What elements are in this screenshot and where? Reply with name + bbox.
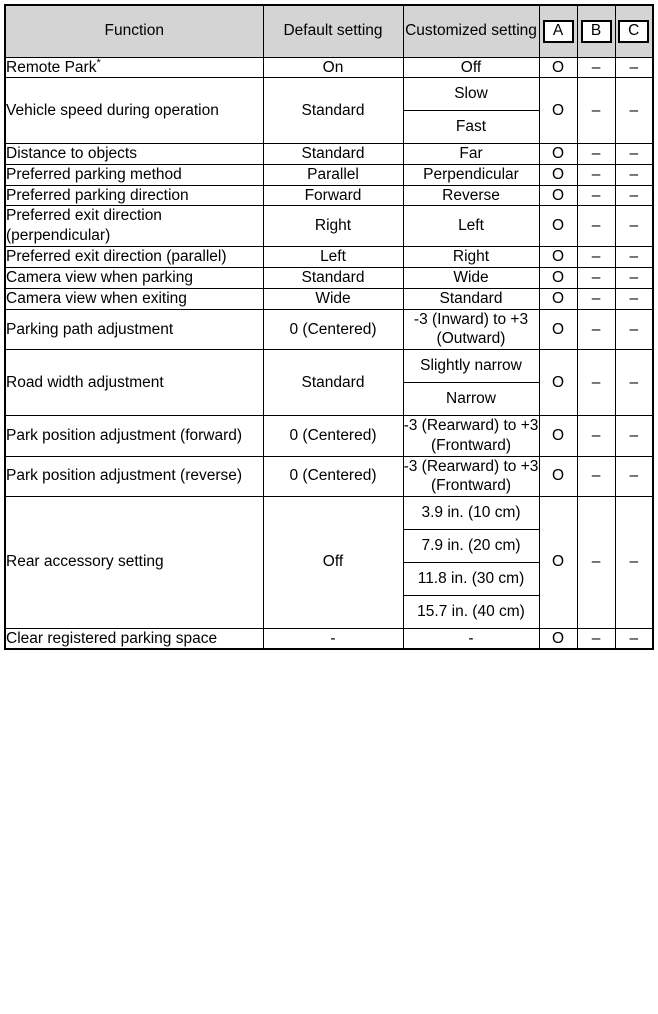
cell-mark-a: O: [539, 628, 577, 649]
function-label: Camera view when parking: [6, 268, 193, 286]
cell-function-name: [5, 288, 263, 309]
table-row: [5, 164, 653, 185]
table-row: [5, 309, 653, 350]
customized-option: 7.9 in. (20 cm): [404, 530, 539, 563]
cell-mark-b: –: [577, 309, 615, 350]
cell-mark-a: O: [539, 497, 577, 628]
cell-default-setting: 0 (Centered): [263, 415, 403, 456]
cell-function-name: [5, 206, 263, 247]
cell-function-name: [5, 164, 263, 185]
cell-mark-c: –: [615, 185, 653, 206]
cell-customized-setting: -: [403, 628, 539, 649]
function-label: Rear accessory setting: [6, 553, 164, 571]
cell-default-setting: Left: [263, 247, 403, 268]
table-row: [5, 78, 653, 144]
label-box-a: A: [543, 20, 574, 43]
function-label: Clear registered parking space: [6, 629, 218, 647]
cell-mark-c: –: [615, 288, 653, 309]
cell-function-name: [5, 350, 263, 416]
cell-mark-a: O: [539, 456, 577, 497]
cell-mark-c: –: [615, 456, 653, 497]
cell-function-name: [5, 309, 263, 350]
cell-mark-c: –: [615, 206, 653, 247]
cell-customized-setting: Far: [403, 143, 539, 164]
table-row: [5, 288, 653, 309]
cell-mark-b: –: [577, 247, 615, 268]
customized-option: 3.9 in. (10 cm): [404, 497, 539, 530]
label-box-c: C: [618, 20, 649, 43]
table-row: [5, 497, 653, 628]
customized-option: Slightly narrow: [404, 350, 539, 383]
cell-function-name: [5, 628, 263, 649]
table-body: [5, 57, 653, 649]
cell-mark-a: O: [539, 267, 577, 288]
cell-mark-a: O: [539, 415, 577, 456]
customizable-settings-table: [4, 4, 654, 650]
cell-mark-b: –: [577, 267, 615, 288]
cell-function-name: [5, 456, 263, 497]
cell-mark-a: O: [539, 57, 577, 78]
cell-default-setting: 0 (Centered): [263, 309, 403, 350]
cell-mark-a: O: [539, 78, 577, 144]
column-header-default-setting: Default setting: [263, 5, 403, 57]
cell-customized-setting: [403, 78, 539, 144]
cell-default-setting: Right: [263, 206, 403, 247]
column-header-function: Function: [5, 5, 263, 57]
table-row: [5, 247, 653, 268]
table-row: [5, 415, 653, 456]
cell-mark-c: –: [615, 628, 653, 649]
cell-default-setting: Parallel: [263, 164, 403, 185]
cell-mark-c: –: [615, 309, 653, 350]
table-row: [5, 57, 653, 78]
cell-mark-b: –: [577, 350, 615, 416]
table-header: [5, 5, 653, 57]
cell-customized-setting: Off: [403, 57, 539, 78]
table-row: [5, 350, 653, 416]
cell-function-name: [5, 143, 263, 164]
function-label: Park position adjustment (forward): [6, 426, 243, 444]
cell-mark-b: –: [577, 456, 615, 497]
cell-mark-a: O: [539, 206, 577, 247]
cell-mark-c: –: [615, 415, 653, 456]
cell-customized-setting: Right: [403, 247, 539, 268]
column-header-b: [577, 5, 615, 57]
function-label: Park position adjustment (reverse): [6, 467, 243, 485]
label-box-b: B: [581, 20, 612, 43]
table-row: [5, 185, 653, 206]
customized-option: 11.8 in. (30 cm): [404, 563, 539, 596]
cell-mark-a: O: [539, 288, 577, 309]
cell-customized-setting: -3 (Inward) to +3 (Outward): [403, 309, 539, 350]
cell-mark-b: –: [577, 57, 615, 78]
cell-mark-a: O: [539, 143, 577, 164]
cell-mark-a: O: [539, 309, 577, 350]
function-label: Camera view when exiting: [6, 289, 187, 307]
cell-function-name: [5, 57, 263, 78]
customized-option: Narrow: [446, 390, 496, 408]
function-label: Preferred exit direction (perpendicular): [6, 207, 162, 245]
function-label: Preferred parking direction: [6, 186, 189, 204]
column-header-customized-setting: Customized setting: [403, 5, 539, 57]
cell-mark-b: –: [577, 497, 615, 628]
function-label: Road width adjustment: [6, 373, 164, 391]
cell-customized-setting: Reverse: [403, 185, 539, 206]
cell-mark-b: –: [577, 415, 615, 456]
cell-default-setting: Forward: [263, 185, 403, 206]
cell-default-setting: Standard: [263, 143, 403, 164]
cell-function-name: [5, 78, 263, 144]
cell-function-name: [5, 497, 263, 628]
cell-customized-setting: Left: [403, 206, 539, 247]
function-label: Vehicle speed during operation: [6, 101, 219, 119]
cell-default-setting: Wide: [263, 288, 403, 309]
cell-mark-a: O: [539, 350, 577, 416]
cell-mark-a: O: [539, 247, 577, 268]
cell-customized-setting: Perpendicular: [403, 164, 539, 185]
function-label: Preferred exit direction (parallel): [6, 248, 227, 266]
cell-customized-setting: Wide: [403, 267, 539, 288]
table-row: [5, 143, 653, 164]
customized-option: Slow: [404, 78, 539, 111]
cell-function-name: [5, 185, 263, 206]
function-label: Parking path adjustment: [6, 320, 174, 338]
cell-mark-c: –: [615, 78, 653, 144]
cell-mark-c: –: [615, 497, 653, 628]
cell-function-name: [5, 267, 263, 288]
cell-mark-b: –: [577, 78, 615, 144]
table-row: [5, 206, 653, 247]
cell-function-name: [5, 247, 263, 268]
function-label: Remote Park: [6, 58, 97, 76]
cell-mark-c: –: [615, 247, 653, 268]
cell-mark-b: –: [577, 206, 615, 247]
cell-mark-a: O: [539, 164, 577, 185]
cell-mark-b: –: [577, 164, 615, 185]
cell-function-name: [5, 415, 263, 456]
cell-customized-setting: Standard: [403, 288, 539, 309]
function-label: Distance to objects: [6, 144, 137, 162]
customized-option: Fast: [455, 118, 487, 136]
cell-default-setting: Standard: [263, 350, 403, 416]
cell-mark-c: –: [615, 267, 653, 288]
cell-default-setting: On: [263, 57, 403, 78]
table-row: [5, 628, 653, 649]
cell-mark-b: –: [577, 185, 615, 206]
cell-mark-c: –: [615, 350, 653, 416]
cell-mark-b: –: [577, 143, 615, 164]
cell-mark-b: –: [577, 288, 615, 309]
table-row: [5, 267, 653, 288]
customized-option: 15.7 in. (40 cm): [417, 602, 525, 620]
cell-default-setting: 0 (Centered): [263, 456, 403, 497]
cell-customized-setting: -3 (Rearward) to +3 (Frontward): [403, 456, 539, 497]
column-header-c: [615, 5, 653, 57]
cell-mark-c: –: [615, 164, 653, 185]
cell-mark-c: –: [615, 143, 653, 164]
function-label: Preferred parking method: [6, 165, 182, 183]
column-header-a: [539, 5, 577, 57]
cell-default-setting: Standard: [263, 267, 403, 288]
cell-customized-setting: [403, 497, 539, 628]
cell-customized-setting: [403, 350, 539, 416]
cell-mark-a: O: [539, 185, 577, 206]
header-row: [5, 5, 653, 57]
footnote-marker: *: [96, 56, 101, 69]
cell-default-setting: Off: [263, 497, 403, 628]
cell-default-setting: Standard: [263, 78, 403, 144]
table-row: [5, 456, 653, 497]
cell-customized-setting: -3 (Rearward) to +3 (Frontward): [403, 415, 539, 456]
cell-mark-c: –: [615, 57, 653, 78]
cell-mark-b: –: [577, 628, 615, 649]
cell-default-setting: -: [263, 628, 403, 649]
